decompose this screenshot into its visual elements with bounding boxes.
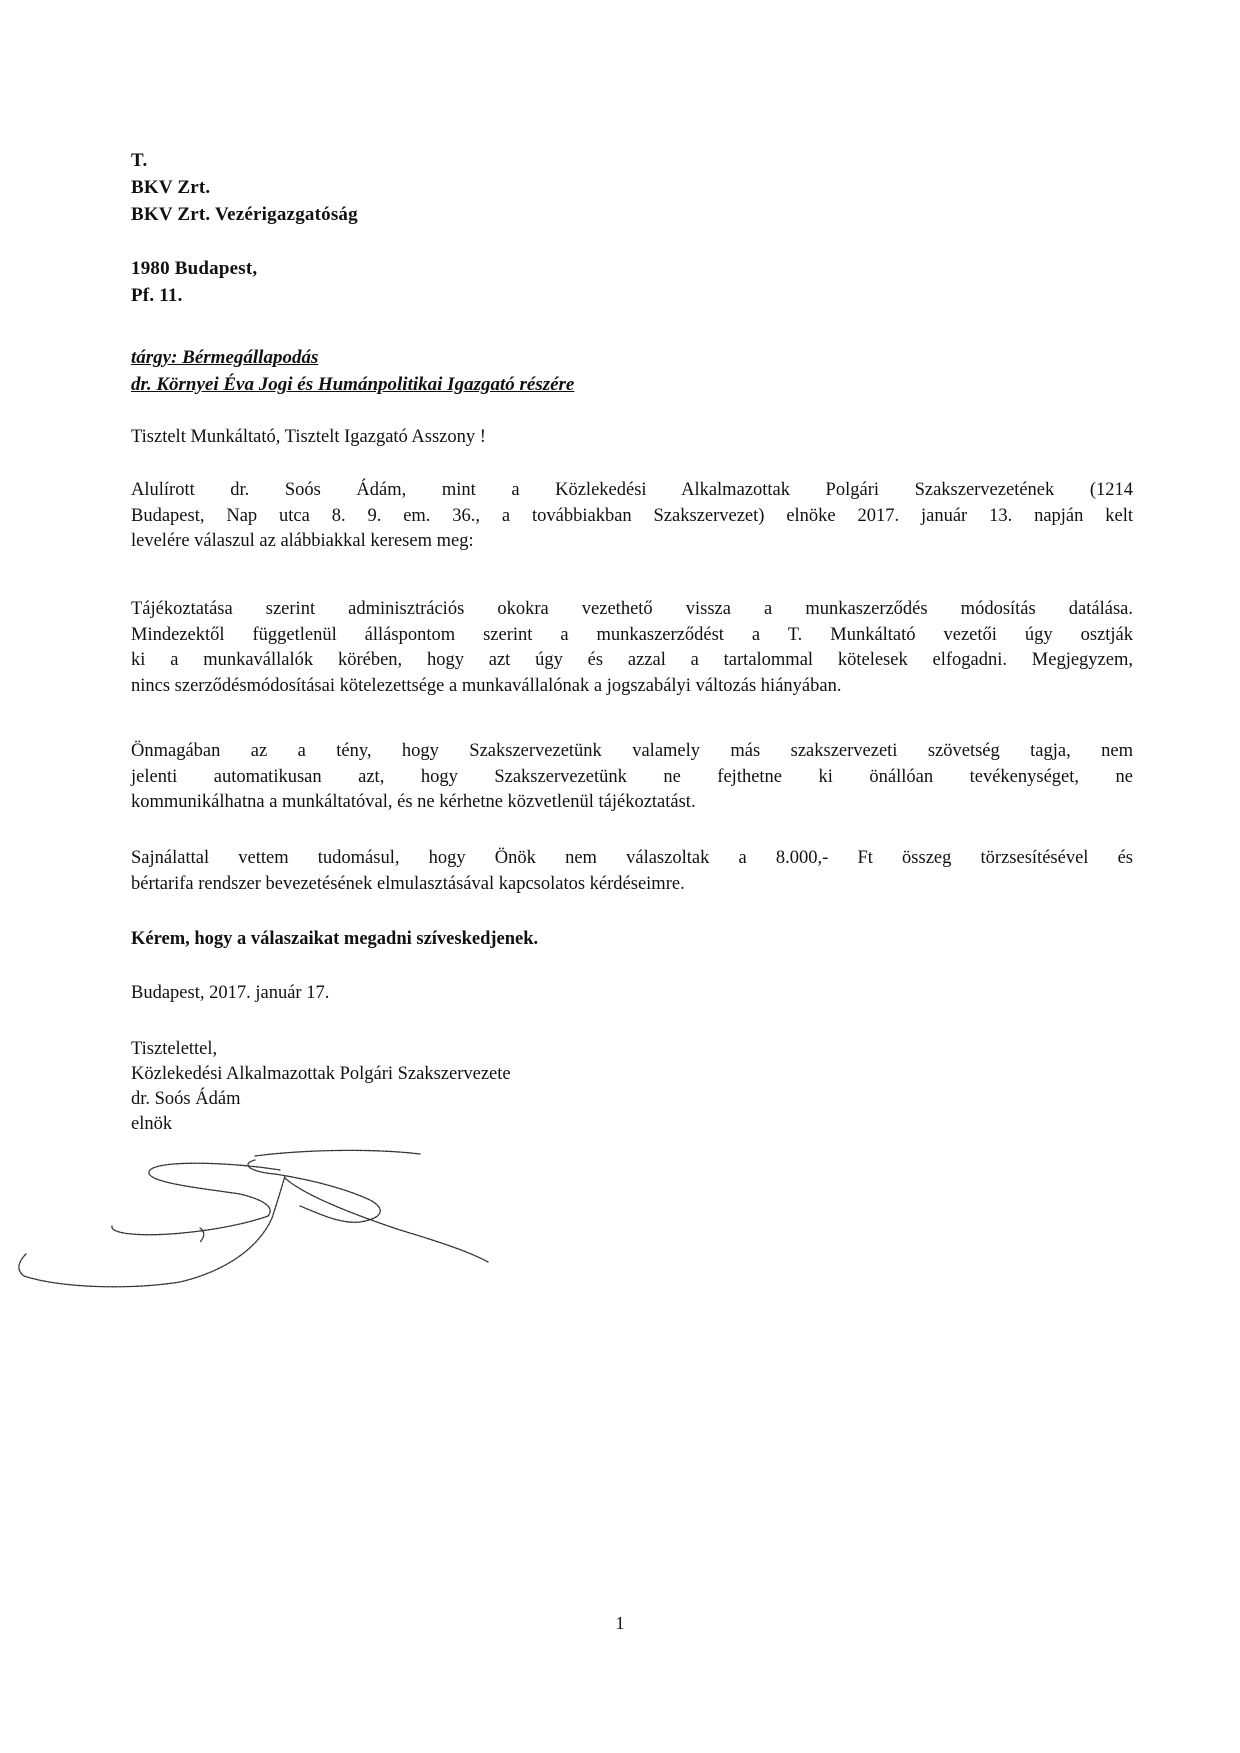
paragraph-line: Sajnálattal vettem tudomásul, hogy Önök nem válaszoltak a 8.000,- Ft összeg törzsesítésével és [131,848,1133,868]
recipient-block [131,147,358,309]
paragraph-2 [131,597,1133,699]
salutation: Tisztelt Munkáltató, Tisztelt Igazgató Asszony ! [131,427,486,447]
paragraph-3 [131,739,1133,816]
paragraph-line: Tájékoztatása szerint adminisztrációs okokra vezethető vissza a munkaszerződés módosítás datálása. [131,599,1133,619]
closing-organization: Közlekedési Alkalmazottak Polgári Szakszervezete [131,1064,511,1084]
paragraph-line: Alulírott dr. Soós Ádám, mint a Közlekedési Alkalmazottak Polgári Szakszervezetének (1214 [131,480,1133,500]
subject-block [131,344,574,398]
subject-recipient-line: dr. Környei Éva Jogi és Humánpolitikai Igazgató részére [131,374,575,395]
recipient-line: BKV Zrt. Vezérigazgatóság [131,204,358,225]
paragraph-line: ki a munkavállalók körében, hogy azt úgy és azzal a tartalommal kötelesek elfogadni. Megjegyzem, [131,650,1133,670]
paragraph-line: kommunikálhatna a munkáltatóval, és ne kérhetne közvetlenül tájékoztatást. [131,792,696,812]
paragraph-line: Önmagában az a tény, hogy Szakszervezetünk valamely más szakszervezeti szövetség tagja, nem [131,741,1133,761]
date-line: Budapest, 2017. január 17. [131,983,330,1003]
paragraph-1 [131,478,1133,555]
subject-line: tárgy: Bérmegállapodás [131,347,319,368]
paragraph-line: Budapest, Nap utca 8. 9. em. 36., a továbbiakban Szakszervezet) elnöke 2017. január 13. napján kelt [131,505,1133,526]
paragraph-line: bértarifa rendszer bevezetésének elmulasztásával kapcsolatos kérdéseimre. [131,873,685,894]
address-line: Pf. 11. [131,285,183,306]
paragraph-line: jelenti automatikusan azt, hogy Szakszervezetünk ne fejthetne ki önállóan tevékenységet, ne [131,766,1133,787]
request-line: Kérem, hogy a válaszaikat megadni szíveskedjenek. [131,929,539,949]
paragraph-4 [131,846,1133,897]
paragraph-line: nincs szerződésmódosításai kötelezettsége a munkavállalónak a jogszabályi változás hiányában. [131,675,842,696]
closing-title: elnök [131,1114,173,1134]
paragraph-line: Mindezektől függetlenül álláspontom szerint a munkaszerződést a T. Munkáltató vezetői úgy osztják [131,624,1133,645]
closing-greeting: Tisztelettel, [131,1039,218,1059]
recipient-line: T. [131,150,148,171]
closing-block [131,1037,1133,1137]
closing-name: dr. Soós Ádám [131,1089,241,1109]
page-number: 1 [615,1613,625,1633]
paragraph-line: levelére válaszul az alábbiakkal keresem meg: [131,531,474,551]
recipient-line: BKV Zrt. [131,177,211,198]
handwritten-signature-icon [0,1130,520,1290]
address-line: 1980 Budapest, [131,258,258,279]
